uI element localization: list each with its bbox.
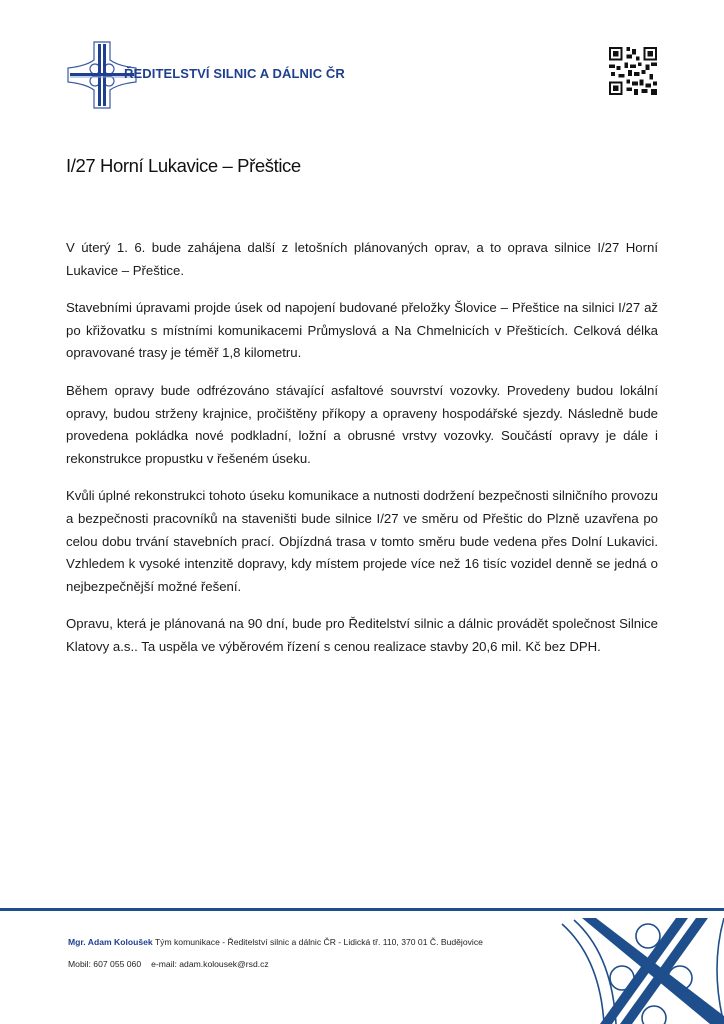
paragraph: Kvůli úplné rekonstrukci tohoto úseku komunikace a nutnosti dodržení bezpečnosti silničního provozu a bezpečnosti pracovníků na staveništi bude silnice I/27 ve směru od Přeštic do Plzně uzavřena po celou dobu trvání stavebních prací. Objízdná trasa v tomto směru bude vedena přes Dolní Lukavici. Vzhledem k vysoké intenzitě dopravy, kdy místem projede více než 16 tisíc vozidel denně se jedná o nejbezpečnější možné řešení. xyxy=(66,488,658,594)
contact-details: Tým komunikace - Ředitelství silnic a dálnic ČR - Lidická tř. 110, 370 01 Č. Budějovice xyxy=(152,937,483,947)
qr-code-icon[interactable] xyxy=(609,47,657,95)
contact-mobile: Mobil: 607 055 060 xyxy=(68,959,142,969)
paragraph: Opravu, která je plánovaná na 90 dní, bude pro Ředitelství silnic a dálnic provádět společnost Silnice Klatovy a.s.. Ta uspěla ve výběrovém řízení s cenou realizace stavby 20,6 mil. Kč bez DPH. xyxy=(66,616,658,654)
footer-phone-email xyxy=(68,959,269,969)
document-title: I/27 Horní Lukavice – Přeštice xyxy=(66,155,301,176)
contact-name: Mgr. Adam Koloušek xyxy=(68,937,153,947)
document-body xyxy=(66,237,658,674)
organization-name: ŘEDITELSTVÍ SILNIC A DÁLNIC ČR xyxy=(124,66,345,81)
footer-divider xyxy=(0,908,724,911)
contact-email[interactable]: e-mail: adam.kolousek@rsd.cz xyxy=(151,959,269,969)
footer-contact xyxy=(68,937,483,947)
highway-interchange-watermark-icon xyxy=(560,918,724,1024)
paragraph: Stavebními úpravami projde úsek od napojení budované přeložky Šlovice – Přeštice na silnici I/27 až po křižovatku s místními komunikacemi Průmyslová a Na Chmelnicích v Přešticích. Celková délka opravované trasy je téměř 1,8 kilometru. xyxy=(66,300,658,361)
paragraph: V úterý 1. 6. bude zahájena další z letošních plánovaných oprav, a to oprava silnice I/27 Horní Lukavice – Přeštice. xyxy=(66,240,658,278)
paragraph: Během opravy bude odfrézováno stávající asfaltové souvrství vozovky. Provedeny budou lokální opravy, budou strženy krajnice, pročištěny příkopy a opraveny hospodářské sjezdy. Následně bude provedena pokládka nové podkladní, ložní a obrusné vrstvy vozovky. Součástí opravy je dále i rekonstrukce propustku v řešeném úseku. xyxy=(66,382,658,466)
